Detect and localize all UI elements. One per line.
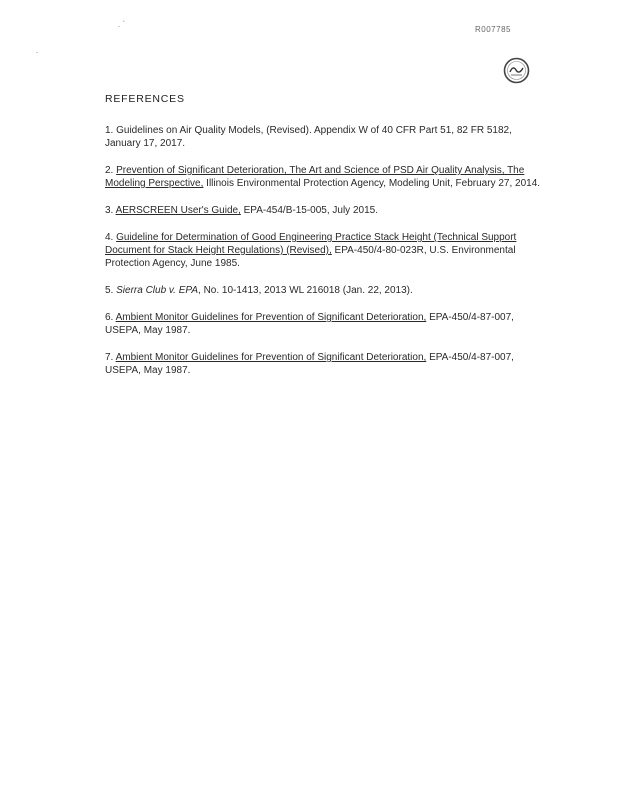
page-id: R007785 (475, 25, 511, 34)
reference-item (105, 351, 545, 377)
reference-item (105, 284, 545, 297)
reference-number: 2. (105, 165, 114, 176)
reference-text: EPA-450/4-87-007, USEPA, May 1987. (105, 352, 514, 376)
reference-text: , No. 10-1413, 2013 WL 216018 (Jan. 22, 2013). (198, 285, 413, 296)
scan-speck: . (36, 46, 39, 55)
reference-list (105, 124, 545, 391)
reference-item (105, 204, 545, 217)
reference-number: 7. (105, 352, 114, 363)
reference-case-name: Sierra Club v. EPA (116, 285, 199, 296)
reference-text: EPA-454/B-15-005, July 2015. (240, 205, 378, 216)
reference-title: Ambient Monitor Guidelines for Prevention of Significant Deterioration, (115, 352, 427, 363)
reference-text: EPA-450/4-80-023R, U.S. Environmental Protection Agency, June 1985. (105, 245, 516, 269)
reference-title: Ambient Monitor Guidelines for Prevention of Significant Deterioration, (115, 312, 427, 323)
reference-number: 6. (105, 312, 114, 323)
reference-number: 3. (105, 205, 114, 216)
scan-mark: . ` (118, 20, 126, 29)
reference-text: Guidelines on Air Quality Models, (Revised). Appendix W of 40 CFR Part 51, 82 FR 5182, January 17, 2017. (105, 125, 512, 149)
reference-item (105, 164, 545, 190)
reference-number: 4. (105, 232, 114, 243)
reference-item (105, 311, 545, 337)
reference-text: Illinois Environmental Protection Agency, Modeling Unit, February 27, 2014. (203, 178, 541, 189)
reference-number: 5. (105, 285, 114, 296)
reference-text: EPA-450/4-87-007, USEPA, May 1987. (105, 312, 514, 336)
reference-title: AERSCREEN User's Guide, (115, 205, 241, 216)
seal-stamp-icon (503, 57, 530, 84)
reference-item (105, 124, 545, 150)
page-title: REFERENCES (105, 93, 185, 105)
reference-title: Guideline for Determination of Good Engineering Practice Stack Height (Technical Support Document for Stack Height Regulations) (Revised), (105, 232, 517, 256)
reference-item (105, 231, 545, 270)
reference-number: 1. (105, 125, 114, 136)
reference-title: Prevention of Significant Deterioration, The Art and Science of PSD Air Quality Analysis, The Modeling Perspective, (105, 165, 525, 189)
